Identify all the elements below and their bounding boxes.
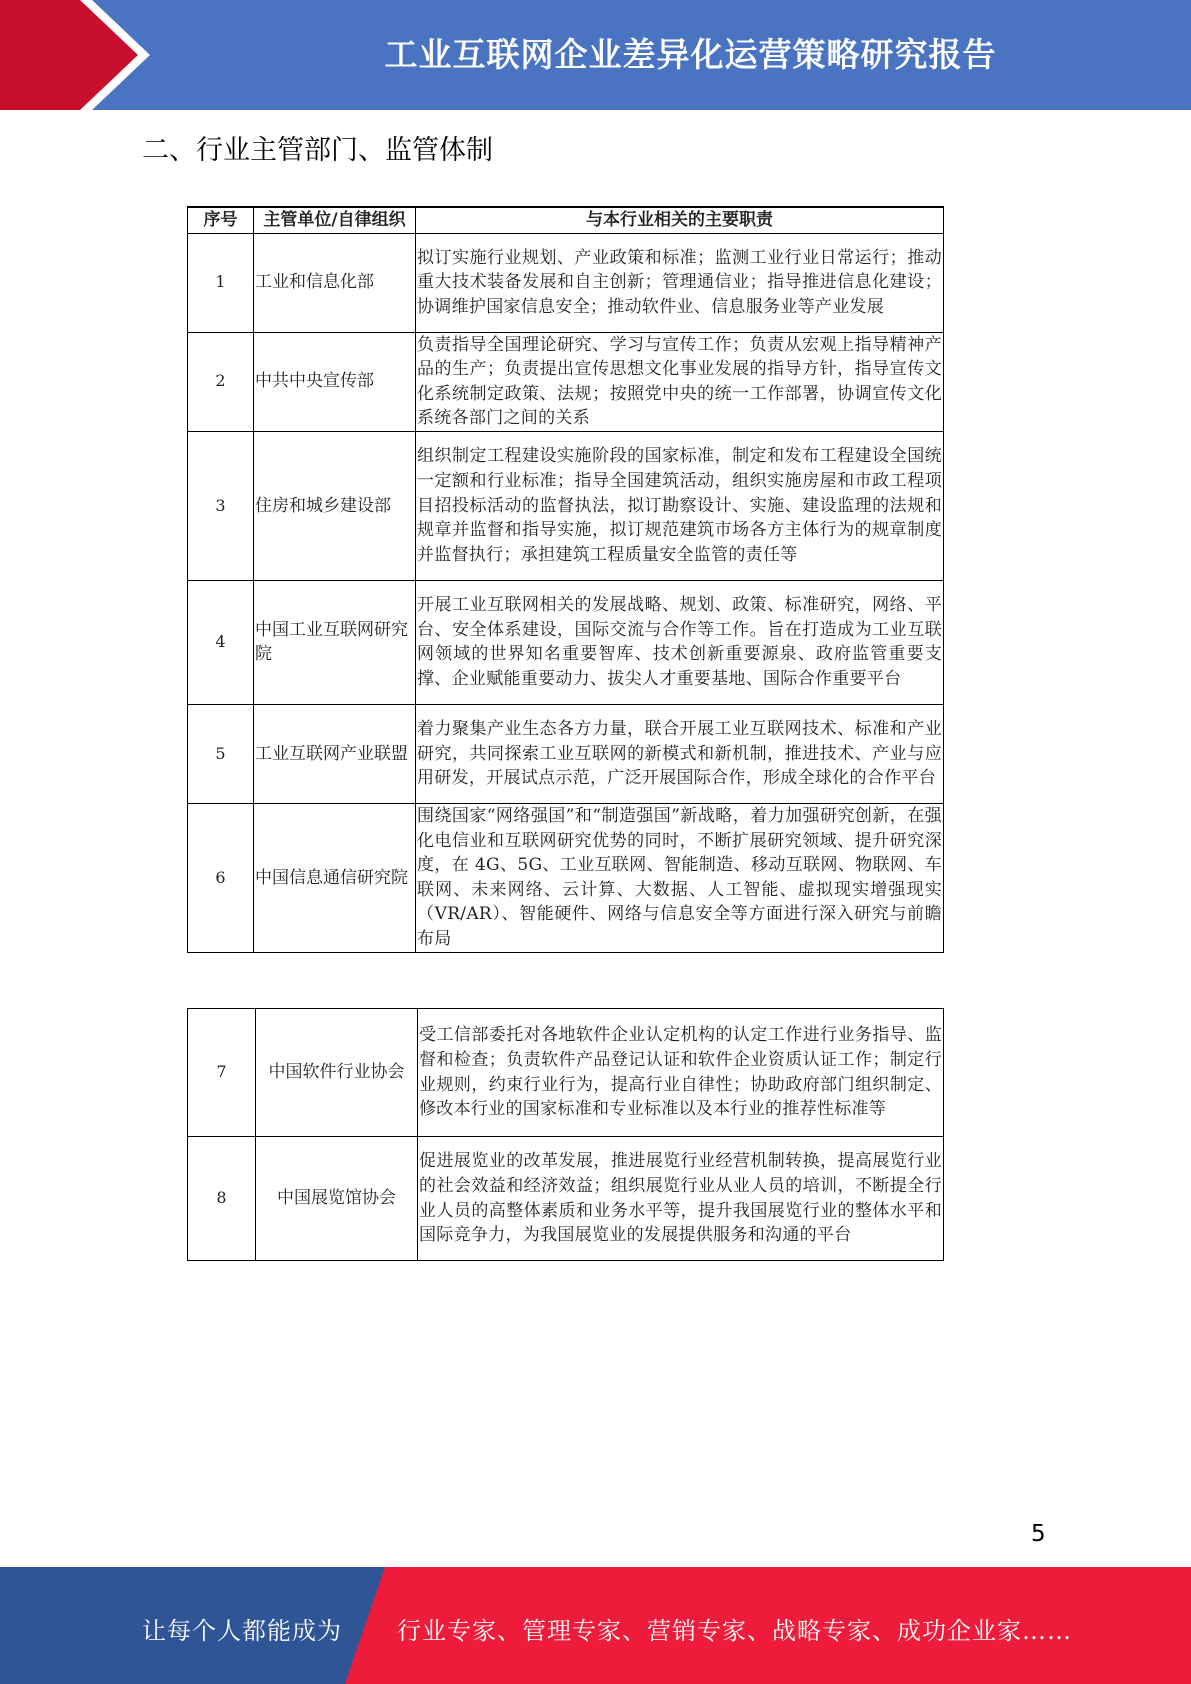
report-title: 工业互联网企业差异化运营策略研究报告 [384,35,997,74]
column-header-no: 序号 [188,207,254,233]
row-number: 6 [188,803,254,952]
table-row [188,1009,944,1137]
row-number: 1 [188,233,254,332]
header-chevron-icon [0,0,200,110]
column-header-duty: 与本行业相关的主要职责 [416,207,944,233]
row-number: 3 [188,431,254,580]
row-duties: 围绕国家“网络强国”和“制造强国”新战略，着力加强研究创新，在强化电信业和互联网研究优势的同时，不断扩展研究领域、提升研究深度，在 4G、5G、工业互联网、智能制造、移动互联网、物联网、车联网、未来网络、云计算、大数据、人工智能、虚拟现实增强现实（VR/AR）、智能硬件、网络与信息安全等方面进行深入研究与前瞻布局 [416,803,944,952]
footer-slogan-right: 行业专家、管理专家、营销专家、战略专家、成功企业家…… [397,1617,1072,1645]
row-organization: 中国展览馆协会 [256,1137,418,1261]
table-row [188,431,944,580]
row-organization: 中国软件行业协会 [256,1009,418,1137]
page-footer [0,1567,1191,1684]
row-duties: 开展工业互联网相关的发展战略、规划、政策、标准研究，网络、平台、安全体系建设，国际交流与合作等工作。旨在打造成为工业互联网领域的世界知名重要智库、技术创新重要源泉、政府监管重要支撑、企业赋能重要动力、拔尖人才重要基地、国际合作重要平台 [416,580,944,704]
table-row [188,233,944,332]
row-number: 2 [188,332,254,431]
table-row [188,332,944,431]
row-organization: 中国信息通信研究院 [254,803,416,952]
row-duties: 着力聚集产业生态各方力量，联合开展工业互联网技术、标准和产业研究，共同探索工业互联网的新模式和新机制，推进技术、产业与应用研发，开展试点示范，广泛开展国际合作，形成全球化的合作平台 [416,704,944,803]
table-row [188,580,944,704]
row-number: 8 [188,1137,256,1261]
row-organization: 工业和信息化部 [254,233,416,332]
table-row [188,803,944,952]
row-duties: 负责指导全国理论研究、学习与宣传工作；负责从宏观上指导精神产品的生产；负责提出宣传思想文化事业发展的指导方针，指导宣传文化系统制定政策、法规；按照党中央的统一工作部署，协调宣传文化系统各部门之间的关系 [416,332,944,431]
row-organization: 中共中央宣传部 [254,332,416,431]
table-header-row [188,207,944,233]
row-number: 5 [188,704,254,803]
row-duties: 组织制定工程建设实施阶段的国家标准，制定和发布工程建设全国统一定额和行业标准；指导全国建筑活动，组织实施房屋和市政工程项目招投标活动的监督执法，拟订勘察设计、实施、建设监理的法规和规章并监督和指导实施，拟订规范建筑市场各方主体行为的规章制度并监督执行；承担建筑工程质量安全监管的责任等 [416,431,944,580]
row-organization: 住房和城乡建设部 [254,431,416,580]
row-number: 7 [188,1009,256,1137]
row-organization: 中国工业互联网研究院 [254,580,416,704]
row-duties: 促进展览业的改革发展，推进展览行业经营机制转换，提高展览行业的社会效益和经济效益；组织展览行业从业人员的培训，不断提全行业人员的高整体素质和业务水平等，提升我国展览行业的整体水平和国际竞争力，为我国展览业的发展提供服务和沟通的平台 [418,1137,944,1261]
section-heading: 二、行业主管部门、监管体制 [142,135,493,166]
row-organization: 工业互联网产业联盟 [254,704,416,803]
page-header [0,0,1191,110]
table-row [188,704,944,803]
page-number: 5 [1031,1521,1046,1547]
table-row [188,1137,944,1261]
column-header-org: 主管单位/自律组织 [254,207,416,233]
regulator-table-part-1 [187,206,943,953]
regulator-table-part-2 [187,1008,943,1261]
row-duties: 拟订实施行业规划、产业政策和标准；监测工业行业日常运行；推动重大技术装备发展和自主创新；管理通信业；指导推进信息化建设；协调维护国家信息安全；推动软件业、信息服务业等产业发展 [416,233,944,332]
row-duties: 受工信部委托对各地软件企业认定机构的认定工作进行业务指导、监督和检查；负责软件产品登记认证和软件企业资质认证工作；制定行业规则，约束行业行为，提高行业自律性；协助政府部门组织制定、修改本行业的国家标准和专业标准以及本行业的推荐性标准等 [418,1009,944,1137]
footer-slogan-left: 让每个人都能成为 [142,1617,342,1645]
row-number: 4 [188,580,254,704]
